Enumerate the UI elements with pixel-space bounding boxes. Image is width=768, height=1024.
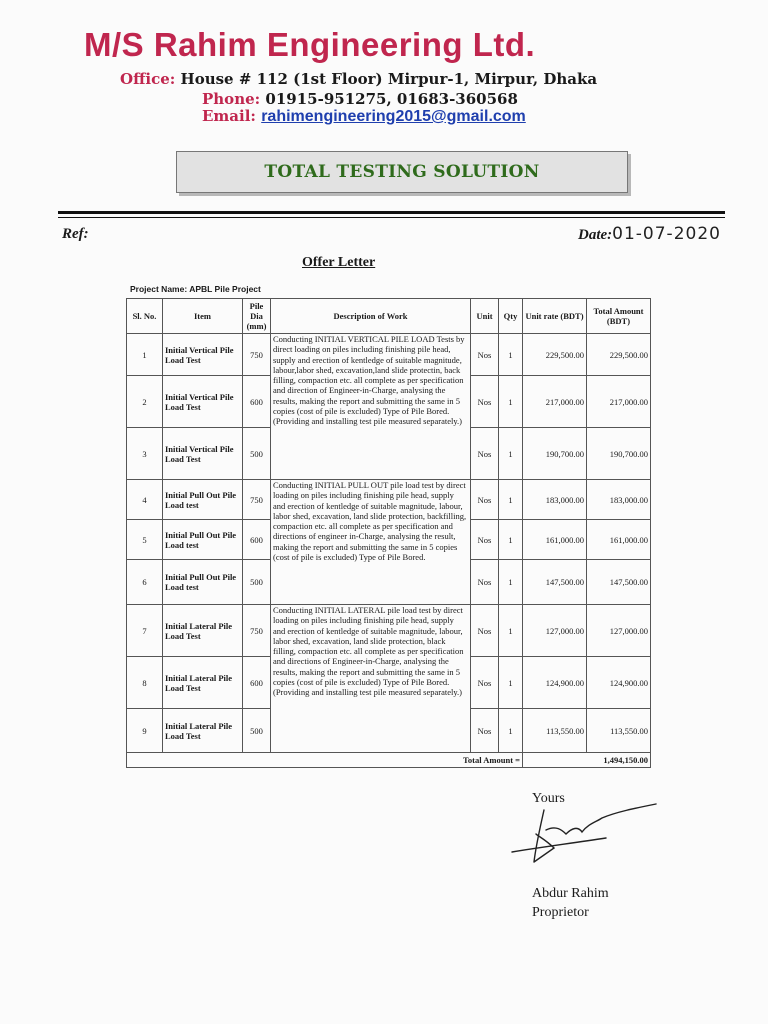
cell-item: Initial Pull Out Pile Load test — [163, 560, 243, 605]
cell-rate: 183,000.00 — [523, 480, 587, 520]
cell-item: Initial Vertical Pile Load Test — [163, 334, 243, 376]
cell-rate: 217,000.00 — [523, 376, 587, 428]
email-label: Email: — [202, 107, 256, 125]
cell-unit: Nos — [471, 709, 499, 753]
cell-qty: 1 — [499, 657, 523, 709]
date-label: Date: — [578, 227, 613, 243]
cell-total: 183,000.00 — [587, 480, 651, 520]
cell-sl: 5 — [127, 520, 163, 560]
phone-label: Phone: — [202, 90, 261, 108]
closing-yours: Yours — [532, 791, 565, 806]
cell-unit: Nos — [471, 480, 499, 520]
cell-dia: 750 — [243, 605, 271, 657]
cell-description: Conducting INITIAL PULL OUT pile load test by direct loading on piles including finishing pile head, supply and erection of kentledge of suitable magnitude, labour, labor shed, excavation, land slide protection, backfilling, compaction etc. all complete as per specification and directions of engineer in-Charge, analysing the result, making the report and submitting the same in 5 copies (cost of pile is excluded) Type of Pile Bored. — [271, 480, 471, 605]
col-header-description: Description of Work — [271, 299, 471, 334]
cell-dia: 600 — [243, 657, 271, 709]
cell-unit: Nos — [471, 520, 499, 560]
total-label: Total Amount = — [127, 753, 523, 768]
document-title: Offer Letter — [302, 255, 376, 270]
phone-line — [202, 90, 518, 108]
cell-unit: Nos — [471, 376, 499, 428]
email-line — [202, 107, 526, 126]
cell-qty: 1 — [499, 480, 523, 520]
cell-dia: 600 — [243, 376, 271, 428]
cell-qty: 1 — [499, 334, 523, 376]
col-header-dia: Pile Dia (mm) — [243, 299, 271, 334]
cell-qty: 1 — [499, 376, 523, 428]
cell-total: 124,900.00 — [587, 657, 651, 709]
col-header-qty: Qty — [499, 299, 523, 334]
total-row — [127, 753, 651, 768]
cell-total: 229,500.00 — [587, 334, 651, 376]
cell-total: 161,000.00 — [587, 520, 651, 560]
cell-qty: 1 — [499, 520, 523, 560]
cell-unit: Nos — [471, 428, 499, 480]
cell-rate: 147,500.00 — [523, 560, 587, 605]
company-name: M/S Rahim Engineering Ltd. — [84, 26, 536, 63]
ref-label: Ref: — [62, 226, 89, 242]
cell-sl: 1 — [127, 334, 163, 376]
cell-unit: Nos — [471, 605, 499, 657]
cell-rate: 190,700.00 — [523, 428, 587, 480]
cell-dia: 750 — [243, 334, 271, 376]
table-row — [127, 334, 651, 376]
office-label: Office: — [120, 70, 176, 88]
cell-unit: Nos — [471, 657, 499, 709]
cell-item: Initial Lateral Pile Load Test — [163, 605, 243, 657]
table-row — [127, 480, 651, 520]
total-value: 1,494,150.00 — [523, 753, 651, 768]
cell-qty: 1 — [499, 709, 523, 753]
tagline-banner: TOTAL TESTING SOLUTION — [176, 151, 628, 193]
office-line — [120, 70, 597, 88]
cell-rate: 124,900.00 — [523, 657, 587, 709]
signatory-block — [532, 884, 609, 922]
cell-sl: 2 — [127, 376, 163, 428]
cell-total: 217,000.00 — [587, 376, 651, 428]
cell-item: Initial Vertical Pile Load Test — [163, 428, 243, 480]
cell-unit: Nos — [471, 334, 499, 376]
office-address: House # 112 (1st Floor) Mirpur-1, Mirpur, Dhaka — [180, 70, 598, 88]
col-header-sl: Sl. No. — [127, 299, 163, 334]
offer-table — [126, 298, 651, 768]
cell-total: 190,700.00 — [587, 428, 651, 480]
col-header-item: Item — [163, 299, 243, 334]
cell-rate: 229,500.00 — [523, 334, 587, 376]
cell-sl: 6 — [127, 560, 163, 605]
cell-sl: 9 — [127, 709, 163, 753]
cell-rate: 161,000.00 — [523, 520, 587, 560]
table-header-row — [127, 299, 651, 334]
cell-description: Conducting INITIAL LATERAL pile load test by direct loading on piles including finishing pile head, supply and erection of kentledge of suitable magnitude, labour, labor shed, excavation, land slide protection, black filling, compaction etc. all complete as per specification and directions of Engineer-in-Charge, analysing the results, making the report and submitting the same in 5 copies (cost of pile is excluded) Type of Pile Bored.(Providing and installing test pile measured separately.) — [271, 605, 471, 753]
signature-image — [506, 800, 666, 875]
cell-description: Conducting INITIAL VERTICAL PILE LOAD Tests by direct loading on piles including finishing pile head, supply and erection of kentledge of suitable magnitude, labour,labor shed, excavation,land slide protectin, back filling, compaction etc. all complete as per specification and direction of Engineer-in-Charge, analysing the results, making the report and submitting the same in 5 copies (cost of pile is excluded) Type of Pile Bored.(Providing and installing test pile measured separately.) — [271, 334, 471, 480]
cell-dia: 500 — [243, 428, 271, 480]
signatory-name: Abdur Rahim — [532, 886, 609, 901]
cell-sl: 8 — [127, 657, 163, 709]
header-divider-thin — [58, 217, 725, 218]
cell-total: 113,550.00 — [587, 709, 651, 753]
project-name: Project Name: APBL Pile Project — [130, 284, 261, 294]
cell-item: Initial Pull Out Pile Load test — [163, 520, 243, 560]
date-field — [578, 224, 721, 244]
cell-dia: 500 — [243, 709, 271, 753]
header-divider-thick — [58, 211, 725, 214]
cell-unit: Nos — [471, 560, 499, 605]
col-header-unit: Unit — [471, 299, 499, 334]
cell-rate: 113,550.00 — [523, 709, 587, 753]
col-header-unit-rate: Unit rate (BDT) — [523, 299, 587, 334]
table-row — [127, 605, 651, 657]
email-link[interactable]: rahimengineering2015@gmail.com — [261, 108, 526, 125]
cell-rate: 127,000.00 — [523, 605, 587, 657]
cell-sl: 7 — [127, 605, 163, 657]
phone-numbers: 01915-951275, 01683-360568 — [265, 90, 518, 108]
date-value: 01-07-2020 — [612, 224, 721, 244]
cell-qty: 1 — [499, 560, 523, 605]
cell-item: Initial Lateral Pile Load Test — [163, 709, 243, 753]
cell-dia: 600 — [243, 520, 271, 560]
cell-dia: 750 — [243, 480, 271, 520]
cell-item: Initial Lateral Pile Load Test — [163, 657, 243, 709]
cell-item: Initial Pull Out Pile Load test — [163, 480, 243, 520]
col-header-total: Total Amount (BDT) — [587, 299, 651, 334]
cell-dia: 500 — [243, 560, 271, 605]
cell-qty: 1 — [499, 605, 523, 657]
cell-item: Initial Vertical Pile Load Test — [163, 376, 243, 428]
cell-sl: 4 — [127, 480, 163, 520]
cell-total: 147,500.00 — [587, 560, 651, 605]
cell-total: 127,000.00 — [587, 605, 651, 657]
cell-qty: 1 — [499, 428, 523, 480]
cell-sl: 3 — [127, 428, 163, 480]
signatory-title: Proprietor — [532, 905, 589, 920]
